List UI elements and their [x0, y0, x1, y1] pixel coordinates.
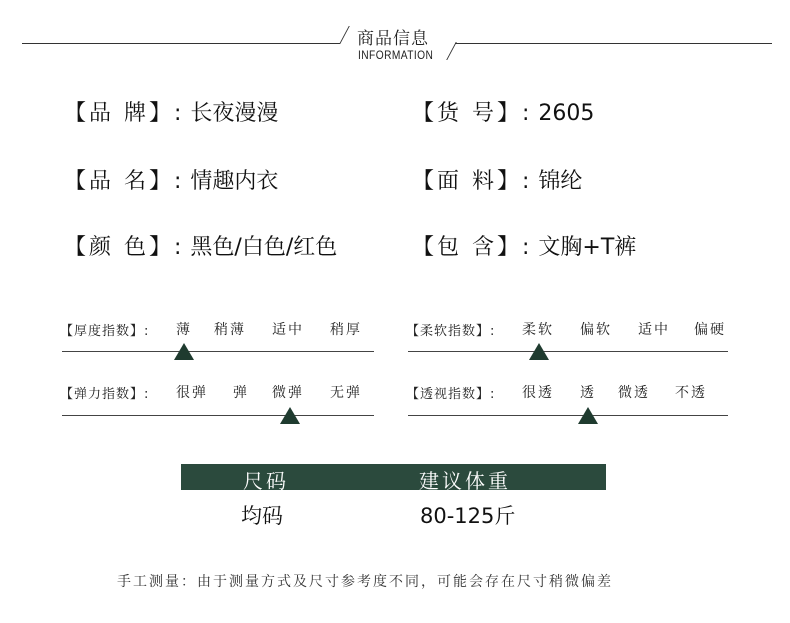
- header-rule-left: [22, 43, 340, 44]
- header-title-en: INFORMATION: [358, 48, 434, 62]
- info-brand: [64, 96, 278, 127]
- softness-option: 偏硬: [694, 322, 726, 338]
- softness-option: 适中: [638, 322, 670, 338]
- info-product-name-value: 情趣内衣: [190, 169, 279, 194]
- transparency-option: 微透: [618, 385, 650, 401]
- header-slash-left: [339, 26, 350, 44]
- transparency-option: 不透: [675, 385, 707, 401]
- elasticity-option: 很弹: [176, 385, 208, 401]
- info-item-no: [412, 96, 594, 127]
- elasticity-option: 无弹: [330, 385, 362, 401]
- elasticity-index-label: 【弹力指数】:: [60, 387, 150, 402]
- thickness-option: 稍厚: [330, 322, 362, 338]
- softness-marker: [529, 343, 549, 360]
- thickness-option: 适中: [272, 322, 304, 338]
- info-brand-label: 【品 牌】:: [64, 101, 185, 126]
- info-contents-value: 文胸+T裤: [538, 235, 637, 260]
- info-color: [64, 230, 337, 261]
- transparency-track: [408, 415, 728, 416]
- info-contents: [412, 230, 636, 261]
- thickness-index-label: 【厚度指数】:: [60, 324, 150, 339]
- softness-index-label: 【柔软指数】:: [406, 324, 496, 339]
- header-title-cn: 商品信息: [357, 29, 429, 49]
- transparency-marker: [578, 407, 598, 424]
- elasticity-option: 微弹: [272, 385, 304, 401]
- info-color-label: 【颜 色】:: [64, 235, 185, 260]
- elasticity-marker: [280, 407, 300, 424]
- softness-track: [408, 351, 728, 352]
- elasticity-option: 弹: [233, 385, 249, 401]
- thickness-marker: [174, 343, 194, 360]
- transparency-index-label: 【透视指数】:: [406, 387, 496, 402]
- info-color-value: 黑色/白色/红色: [190, 235, 338, 260]
- elasticity-track: [62, 415, 374, 416]
- thickness-track: [62, 351, 374, 352]
- transparency-option: 透: [580, 385, 596, 401]
- info-brand-value: 长夜漫漫: [190, 101, 279, 126]
- info-item-no-value: 2605: [538, 101, 595, 126]
- softness-option: 柔软: [522, 322, 554, 338]
- softness-option: 偏软: [580, 322, 612, 338]
- size-value: 均码: [241, 504, 283, 528]
- size-table-header: [181, 464, 606, 493]
- info-fabric: [412, 164, 582, 195]
- weight-value: 80-125斤: [420, 504, 516, 528]
- thickness-option: 稍薄: [214, 322, 246, 338]
- header-slash-right: [446, 42, 457, 60]
- size-header-weight: 建议体重: [419, 469, 511, 493]
- measurement-note: 手工测量：由于测量方式及尺寸参考度不同，可能会存在尺寸稍微偏差: [117, 574, 613, 590]
- size-header-size: 尺码: [243, 469, 289, 493]
- info-product-name-label: 【品 名】:: [64, 169, 185, 194]
- transparency-option: 很透: [522, 385, 554, 401]
- info-product-name: [64, 164, 278, 195]
- info-fabric-value: 锦纶: [538, 169, 583, 194]
- thickness-option: 薄: [176, 322, 192, 338]
- info-fabric-label: 【面 料】:: [412, 169, 533, 194]
- info-contents-label: 【包 含】:: [412, 235, 533, 260]
- header-rule-right: [455, 43, 772, 44]
- info-item-no-label: 【货 号】:: [412, 101, 533, 126]
